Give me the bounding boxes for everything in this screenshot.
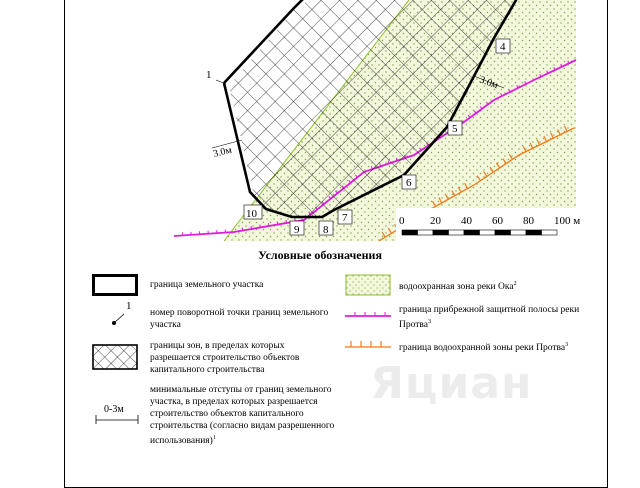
scale-tick-label: 80 xyxy=(523,215,535,227)
coastal-tick xyxy=(242,228,243,231)
water-zone-protva-text: граница водоохранной зоны реки Протва xyxy=(399,343,565,353)
coastal-tick xyxy=(277,222,278,225)
watermark-logo: Яциан xyxy=(370,358,532,409)
min-offset-sample: 0-3м xyxy=(104,404,124,416)
scale-segment xyxy=(433,230,449,235)
legend-water-zone-oka xyxy=(345,274,595,300)
coastal-strip-sup: 3 xyxy=(428,319,431,325)
legend-parcel-boundary xyxy=(92,274,332,300)
legend-point-number xyxy=(92,300,332,334)
water-zone-symbol xyxy=(345,274,391,296)
legend-point-number-text: номер поворотной точки границ земельного участка xyxy=(150,307,330,331)
scale-segment xyxy=(495,230,511,235)
legend-water-zone-oka-text xyxy=(399,278,594,293)
water-zone-oka-text: водоохранная зона реки Ока xyxy=(399,282,514,292)
scale-tick-label: 60 xyxy=(492,215,504,227)
legend-title: Условные обозначения xyxy=(0,248,640,263)
legend-build-zone-text: границы зон, в пределах которых разрешается строительство объектов капитального строительства xyxy=(150,340,335,376)
scale-tick-label: 40 xyxy=(461,215,473,227)
legend-build-zone xyxy=(92,340,352,380)
water-zone-oka-sup: 2 xyxy=(514,281,517,287)
scale-segment xyxy=(402,230,418,235)
legend-parcel-boundary-text: граница земельного участка xyxy=(150,279,330,291)
legend-water-zone-protva-text xyxy=(399,339,619,354)
coastal-tick xyxy=(251,226,252,229)
water-protection-symbol xyxy=(345,338,391,352)
min-offsets-text: минимальные отступы от границ земельного участка, в пределах которых разрешается строительство объектов капитального строительства (согласно видам разрешенного использования) xyxy=(150,385,334,446)
point-1 xyxy=(206,69,226,84)
point-7 xyxy=(338,210,352,224)
min-offsets-sup: 1 xyxy=(213,435,216,441)
build-zone-symbol xyxy=(92,344,138,370)
scale-bar xyxy=(396,208,580,241)
point-label-4: 4 xyxy=(500,41,506,53)
scale-tick-label: 20 xyxy=(430,215,442,227)
point-label-10: 10 xyxy=(246,208,258,220)
point-6 xyxy=(402,175,416,189)
offset-label-2: 3.0м xyxy=(478,74,500,91)
point-8 xyxy=(319,221,333,236)
legend-min-offsets xyxy=(92,384,352,454)
point-label-8: 8 xyxy=(323,224,329,236)
point-label-9: 9 xyxy=(294,224,300,236)
parcel-boundary-symbol xyxy=(92,274,138,296)
site-plan-map xyxy=(174,0,576,241)
water-zone-protva-sup: 3 xyxy=(565,342,568,348)
scale-tick-label: 0 xyxy=(399,215,405,227)
site-plan-svg xyxy=(174,0,576,241)
point-label-7: 7 xyxy=(342,212,348,224)
point-5 xyxy=(448,121,462,135)
scale-segment xyxy=(449,230,465,235)
point-10 xyxy=(244,205,262,220)
point-9 xyxy=(290,221,304,236)
point-label-5: 5 xyxy=(452,123,458,135)
scale-segment xyxy=(480,230,496,235)
legend-coastal-strip-text xyxy=(399,304,594,331)
coastal-strip-text: граница прибрежной защитной полосы реки Протва xyxy=(399,305,579,330)
scale-segment xyxy=(464,230,480,235)
legend-coastal-strip xyxy=(345,304,595,330)
coastal-strip-symbol xyxy=(345,308,391,324)
offset-label-1: 3.0м xyxy=(212,145,234,160)
scale-tick-label: 100 м xyxy=(554,215,580,227)
scale-segment xyxy=(526,230,542,235)
legend-water-zone-protva xyxy=(345,336,615,356)
scale-segment xyxy=(418,230,434,235)
point-label-6: 6 xyxy=(406,177,412,189)
coastal-tick xyxy=(260,225,261,228)
legend-min-offsets-text xyxy=(150,384,335,447)
coastal-tick xyxy=(286,220,287,223)
point-4 xyxy=(496,39,510,53)
point-number-sample: 1 xyxy=(126,300,132,312)
scale-segment xyxy=(511,230,527,235)
scale-segment xyxy=(542,230,558,235)
coastal-tick xyxy=(268,223,269,226)
point-label-1: 1 xyxy=(206,69,212,81)
